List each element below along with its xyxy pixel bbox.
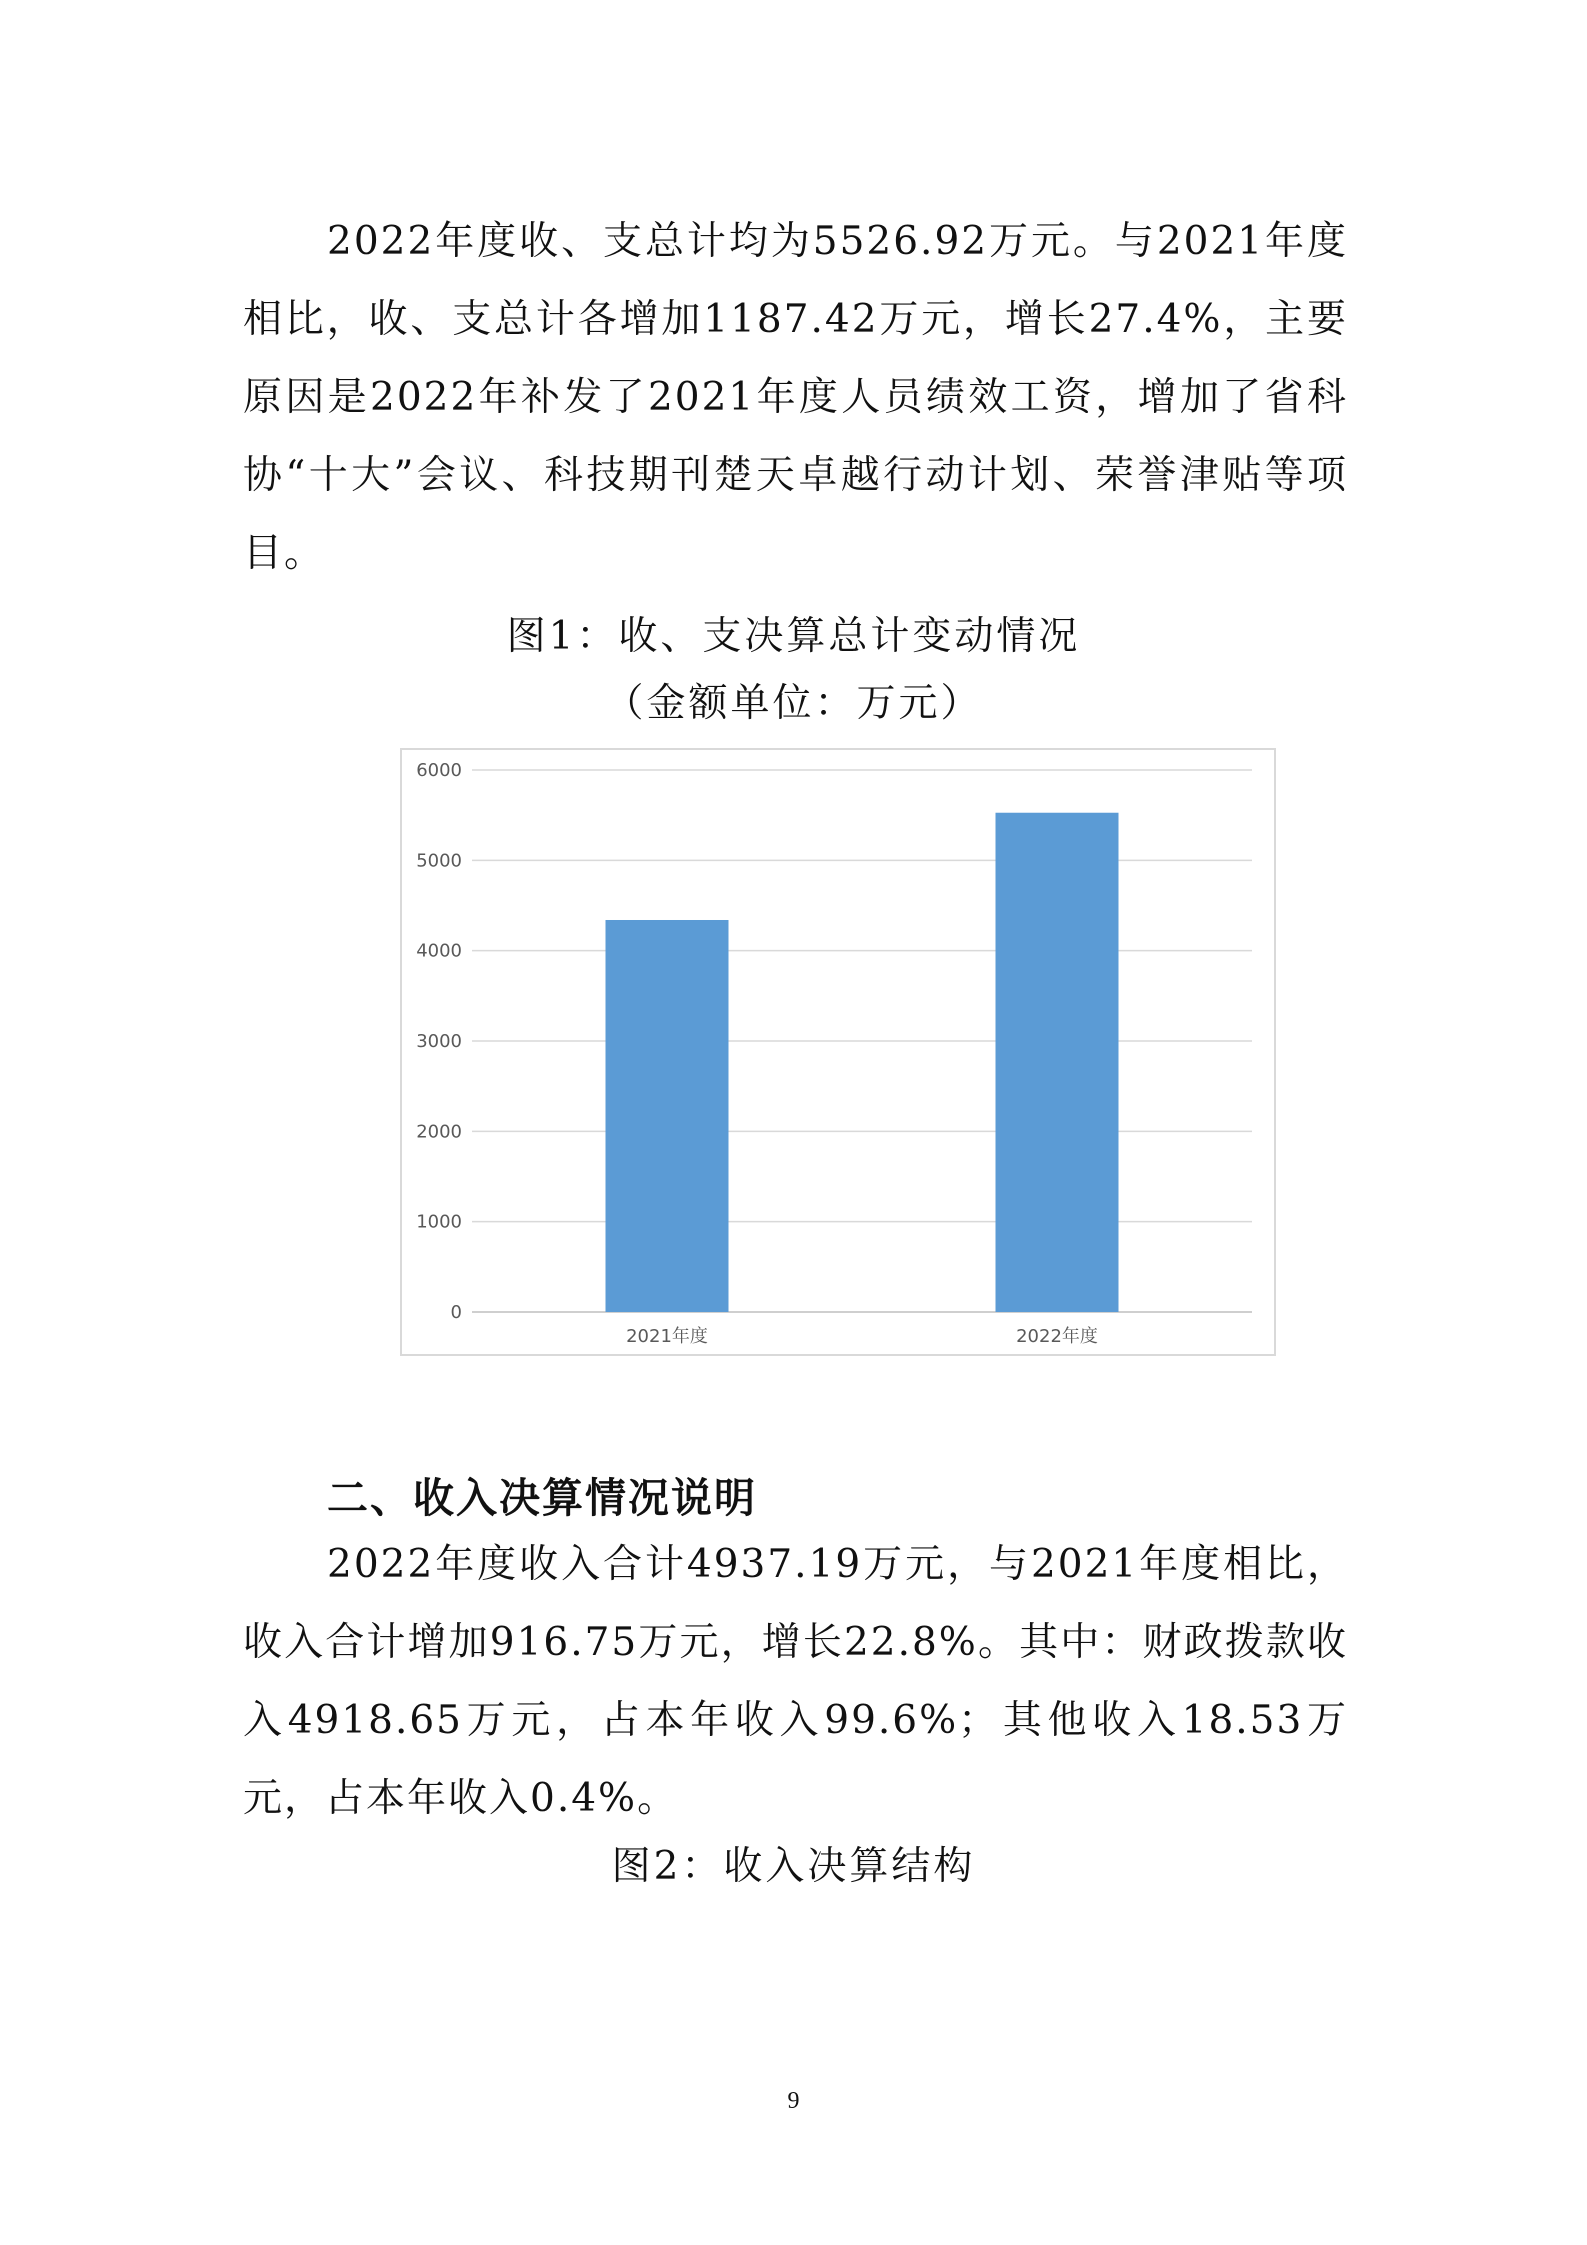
y-tick-label: 0: [450, 1302, 462, 1323]
y-tick-label: 6000: [416, 760, 462, 781]
figure-1-unit-caption: （金额单位：万元）: [604, 681, 983, 726]
page-number: 9: [787, 2088, 800, 2114]
y-tick-label: 1000: [416, 1211, 462, 1233]
bar-chart: [400, 748, 1276, 1356]
y-tick-label: 3000: [416, 1031, 462, 1052]
paragraph-budget-total: [243, 203, 1348, 593]
bar-2: [996, 813, 1119, 1312]
x-tick-label: 2022年度: [1016, 1326, 1098, 1347]
paragraph-budget-total-text: 2022年度收、支总计均为5526.92万元。与2021年度相比，收、支总计各增加1187.42万元，增长27.4%，主要原因是2022年补发了2021年度人员绩效工资，增加了省科协“十大”会议、科技期刊楚天卓越行动计划、荣誉津贴等项目。: [243, 219, 1348, 576]
bar-chart-svg: [402, 750, 1278, 1358]
section-heading-income: 二、收入决算情况说明: [327, 1474, 757, 1522]
paragraph-income: [243, 1526, 1348, 1838]
y-tick-label: 4000: [416, 940, 462, 962]
bar-1: [606, 920, 729, 1312]
figure-1-caption: 图1：收、支决算总计变动情况: [506, 614, 1081, 659]
y-tick-label: 5000: [416, 850, 462, 872]
figure-2-caption: 图2：收入决算结构: [611, 1844, 976, 1889]
y-tick-label: 2000: [416, 1121, 462, 1143]
paragraph-income-text: 2022年度收入合计4937.19万元，与2021年度相比，收入合计增加916.75万元，增长22.8%。其中：财政拨款收入4918.65万元，占本年收入99.6%；其他收入18.53万元，占本年收入0.4%。: [243, 1542, 1348, 1821]
x-tick-label: 2021年度: [626, 1326, 708, 1347]
